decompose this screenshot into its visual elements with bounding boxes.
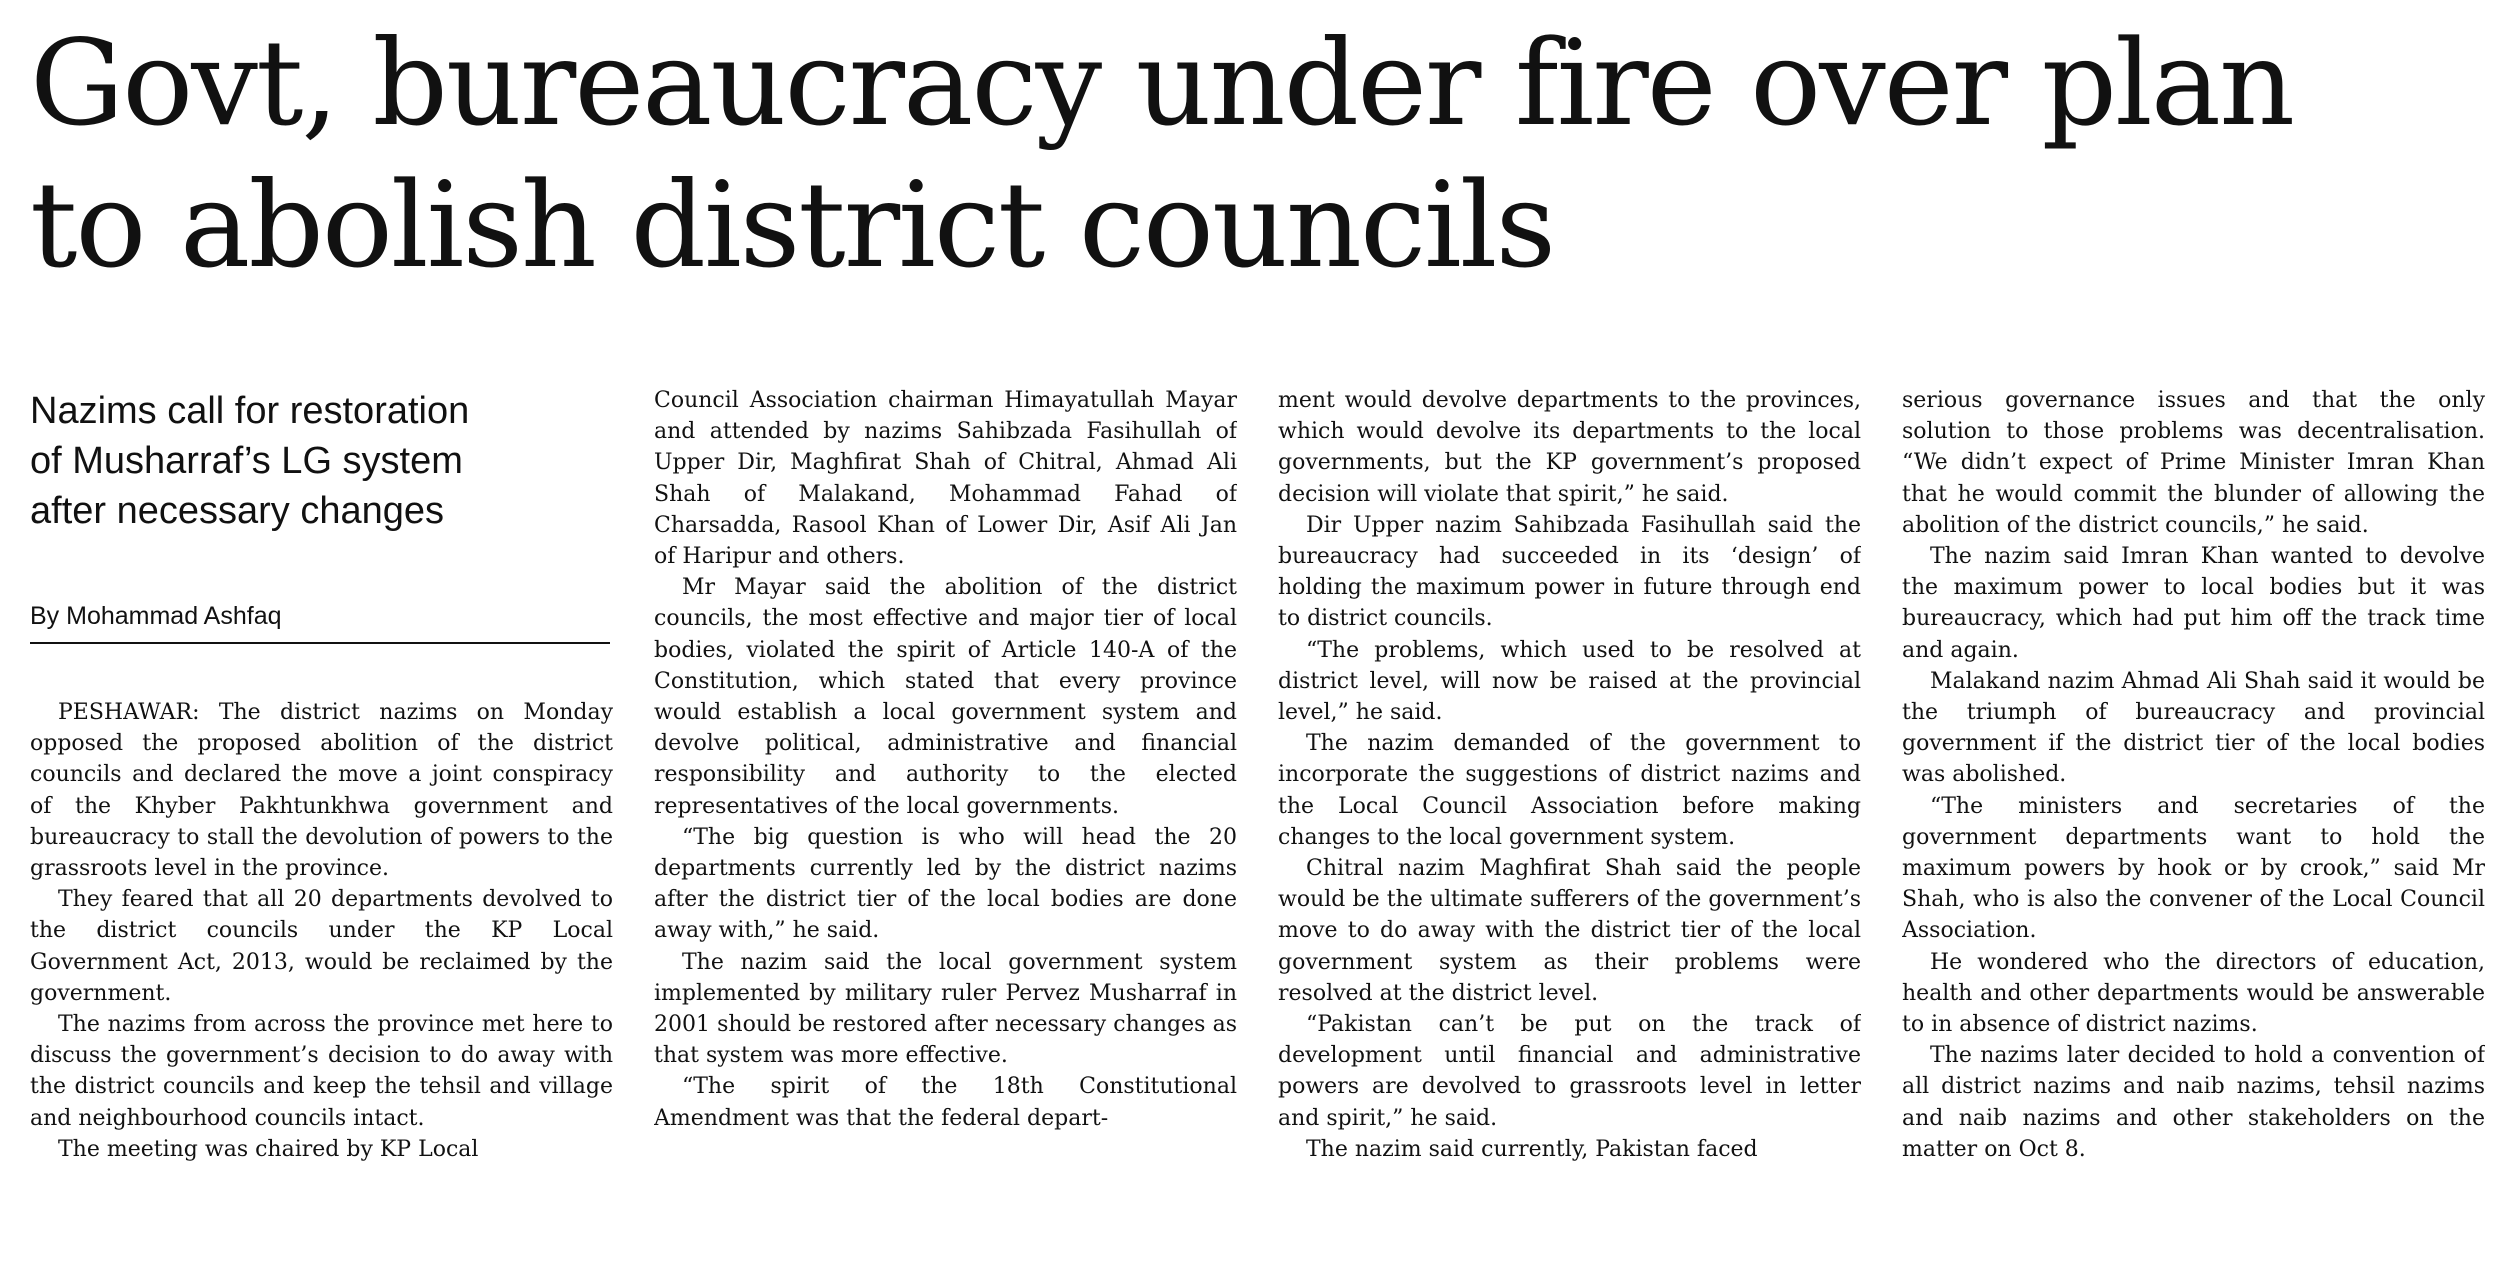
paragraph: “The spirit of the 18th Constitutional Amendment was that the federal depart-	[654, 1074, 1237, 1131]
subheadline-line: after necessary changes	[30, 490, 445, 532]
paragraph: “The problems, which used to be resolved at district level, will now be raised at the provincial level,” he said.	[1278, 637, 1861, 726]
subheadline	[30, 386, 620, 536]
article-column-1	[30, 697, 613, 1237]
paragraph: “The ministers and secretaries of the government departments want to hold the maximum powers by hook or by crook,” said Mr Shah, who is also the convener of the Local Council Association.	[1902, 793, 2485, 944]
paragraph: The nazim said Imran Khan wanted to devolve the maximum power to local bodies but it was bureaucracy, which had put him off the track time and again.	[1902, 544, 2485, 663]
paragraph: serious governance issues and that the only solution to those problems was decentralisation. “We didn’t expect of Prime Minister Imran Khan that he would commit the blunder of allowing the abolition of the district councils,” he said.	[1902, 388, 2485, 538]
paragraph: The nazim said the local government system implemented by military ruler Pervez Musharraf in 2001 should be restored after necessary changes as that system was more effective.	[654, 949, 1237, 1069]
headline-line: to abolish district councils	[30, 156, 1555, 294]
paragraph: The nazims from across the province met here to discuss the government’s decision to do away with the district councils and keep the tehsil and village and neighbourhood councils intact.	[30, 1012, 613, 1131]
paragraph: Council Association chairman Himayatullah Mayar and attended by nazims Sahibzada Fasihullah of Upper Dir, Maghfirat Shah of Chitral, Ahmad Ali Shah of Malakand, Mohammad Fahad of Charsadda, Rasool Khan of Lower Dir, Asif Ali Jan of Haripur and others.	[654, 388, 1237, 570]
paragraph: Chitral nazim Maghfirat Shah said the people would be the ultimate sufferers of the government’s move to do away with the district tier of the local government system as their problems were resolved at the district level.	[1278, 856, 1861, 1006]
article-column-2	[654, 385, 1237, 1235]
subheadline-line: of Musharraf’s LG system	[30, 440, 463, 482]
paragraph: Mr Mayar said the abolition of the district councils, the most effective and major tier of local bodies, violated the spirit of Article 140-A of the Constitution, which stated that every province would establish a local government system and devolve political, administrative and financial responsibility and authority to the elected representatives of the local governments.	[654, 575, 1237, 819]
paragraph: PESHAWAR: The district nazims on Monday opposed the proposed abolition of the district councils and declared the move a joint conspiracy of the Khyber Pakhtunkhwa government and bureaucracy to stall the devolution of powers to the grassroots level in the province.	[30, 700, 613, 882]
paragraph: “The big question is who will head the 20 departments currently led by the district nazims after the district tier of the local bodies are done away with,” he said.	[654, 824, 1237, 944]
paragraph: The nazim said currently, Pakistan faced	[1306, 1136, 1758, 1162]
paragraph: Dir Upper nazim Sahibzada Fasihullah said the bureaucracy had succeeded in its ‘design’ of holding the maximum power in future through end to district councils.	[1278, 512, 1861, 632]
article-column-3	[1278, 385, 1861, 1235]
byline: By Mohammad Ashfaq	[30, 600, 610, 644]
paragraph: ment would devolve departments to the provinces, which would devolve its departments to the local governments, but the KP government’s proposed decision will violate that spirit,” he said.	[1278, 388, 1861, 507]
paragraph: “Pakistan can’t be put on the track of development until financial and administrative powers are devolved to grassroots level in letter and spirit,” he said.	[1278, 1012, 1861, 1131]
paragraph: The nazim demanded of the government to incorporate the suggestions of district nazims and the Local Council Association before making changes to the local government system.	[1278, 731, 1861, 850]
subheadline-line: Nazims call for restoration	[30, 390, 470, 432]
headline	[30, 12, 2490, 296]
article-column-4	[1902, 385, 2485, 1235]
paragraph: They feared that all 20 departments devolved to the district councils under the KP Local Government Act, 2013, would be reclaimed by the government.	[30, 887, 613, 1006]
paragraph: He wondered who the directors of education, health and other departments would be answerable to in absence of district nazims.	[1902, 949, 2485, 1038]
headline-line: Govt, bureaucracy under fire over plan	[30, 14, 2294, 152]
paragraph: Malakand nazim Ahmad Ali Shah said it would be the triumph of bureaucracy and provincial government if the district tier of the local bodies was abolished.	[1902, 668, 2485, 788]
paragraph: The nazims later decided to hold a convention of all district nazims and naib nazims, tehsil nazims and naib nazims and other stakeholders on the matter on Oct 8.	[1902, 1043, 2485, 1162]
paragraph: The meeting was chaired by KP Local	[58, 1136, 479, 1162]
